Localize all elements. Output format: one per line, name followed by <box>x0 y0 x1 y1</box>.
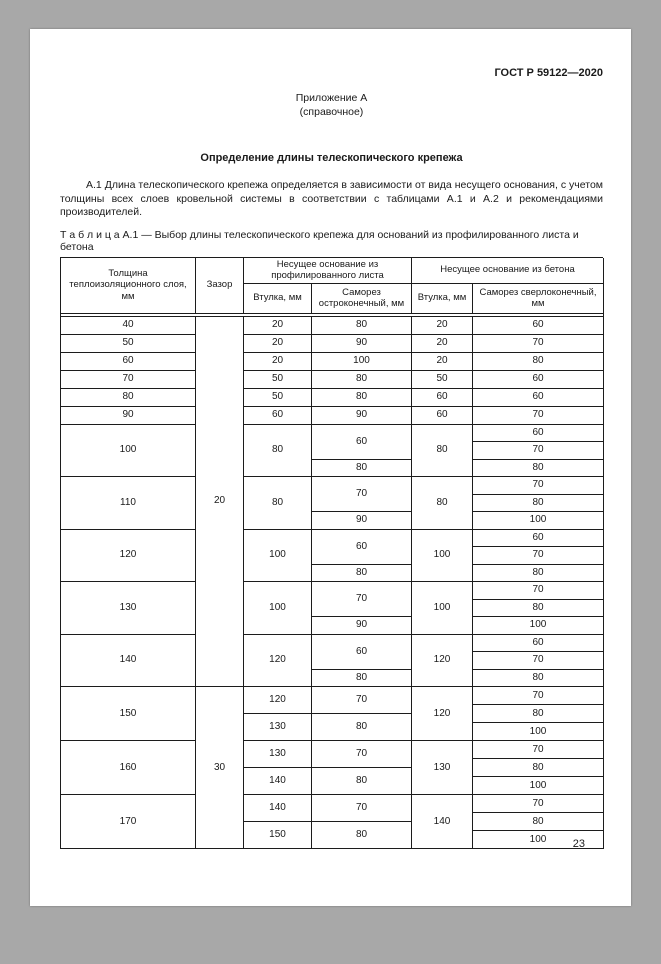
section-title: Определение длины телескопического крепежа <box>200 152 463 165</box>
table-cell: 60 <box>473 389 604 407</box>
table-cell: 80 <box>312 460 412 478</box>
table-cell: 100 <box>244 582 312 635</box>
table-cell: 70 <box>473 442 604 460</box>
table-cell: 20 <box>244 353 312 371</box>
table-cell: 70 <box>312 795 412 822</box>
table-cell: 80 <box>473 670 604 688</box>
table-header-cell: Зазор <box>196 258 244 314</box>
table-cell: 130 <box>244 714 312 741</box>
table-header-cell: Толщина теплоизоляционного слоя, мм <box>61 258 196 314</box>
table-cell: 70 <box>473 652 604 670</box>
table-cell: 60 <box>312 635 412 670</box>
table-cell: 70 <box>473 741 604 759</box>
table-cell: 20 <box>244 335 312 353</box>
table-cell: 100 <box>412 582 473 635</box>
table-cell: 90 <box>312 407 412 425</box>
table-cell: 130 <box>412 741 473 795</box>
table-header-cell: Саморез остроконечный, мм <box>312 284 412 314</box>
table-cell: 50 <box>61 335 196 353</box>
appendix-subtitle: (справочное) <box>299 105 364 118</box>
table-cell: 100 <box>473 831 604 849</box>
table-cell: 90 <box>312 335 412 353</box>
table-cell: 170 <box>61 795 196 849</box>
table-cell: 80 <box>312 670 412 688</box>
table-cell: 20 <box>196 317 244 688</box>
table-cell: 80 <box>412 477 473 530</box>
table-cell: 70 <box>312 687 412 714</box>
table-cell: 80 <box>412 425 473 478</box>
table-cell: 120 <box>61 530 196 583</box>
table-cell: 90 <box>312 512 412 530</box>
page <box>30 29 631 906</box>
table-cell: 70 <box>312 741 412 768</box>
table-cell: 160 <box>61 741 196 795</box>
table-cell: 70 <box>473 547 604 565</box>
table-cell: 50 <box>412 371 473 389</box>
table-cell: 30 <box>196 687 244 849</box>
table-cell: 80 <box>473 353 604 371</box>
table-cell: 90 <box>61 407 196 425</box>
table-cell: 50 <box>244 371 312 389</box>
table-cell: 80 <box>312 714 412 741</box>
table-cell: 130 <box>61 582 196 635</box>
table-cell: 60 <box>473 425 604 443</box>
table-cell: 80 <box>61 389 196 407</box>
table-cell: 70 <box>473 795 604 813</box>
table-cell: 50 <box>244 389 312 407</box>
table-cell: 70 <box>473 407 604 425</box>
document-canvas <box>0 29 661 964</box>
table-cell: 120 <box>244 687 312 714</box>
table-cell: 100 <box>473 512 604 530</box>
table-cell: 70 <box>473 477 604 495</box>
table-cell: 80 <box>312 317 412 335</box>
table-cell: 80 <box>312 389 412 407</box>
table-cell: 80 <box>473 705 604 723</box>
table-header-cell: Саморез сверлоконечный, мм <box>473 284 604 314</box>
table-cell: 70 <box>473 582 604 600</box>
table-cell: 60 <box>412 389 473 407</box>
table-cell: 40 <box>61 317 196 335</box>
table-cell: 100 <box>412 530 473 583</box>
table-cell: 80 <box>312 822 412 849</box>
table-cell: 80 <box>244 425 312 478</box>
table-cell: 20 <box>412 317 473 335</box>
table-cell: 20 <box>412 335 473 353</box>
appendix-heading <box>60 92 603 119</box>
table-cell: 80 <box>473 600 604 618</box>
table-cell: 130 <box>244 741 312 768</box>
table-cell: 60 <box>473 635 604 653</box>
table-cell: 90 <box>312 617 412 635</box>
table-header-cell: Несущее основание из профилированного листа <box>244 258 412 284</box>
table-cell: 100 <box>473 617 604 635</box>
table-header-cell: Втулка, мм <box>412 284 473 314</box>
intro-paragraph: А.1 Длина телескопического крепежа определяется в зависимости от вида несущего основания, с учетом толщины всех слоев кровельной системы в соответствии с таблицами А.1 и А.2 и рекомендациями производителей. <box>60 179 603 219</box>
table-cell: 80 <box>473 565 604 583</box>
table-cell: 70 <box>61 371 196 389</box>
table-cell: 60 <box>412 407 473 425</box>
table-cell: 140 <box>244 795 312 822</box>
table-cell: 70 <box>312 477 412 512</box>
table-cell: 60 <box>473 317 604 335</box>
table-cell: 120 <box>244 635 312 688</box>
table-header-cell: Втулка, мм <box>244 284 312 314</box>
table-cell: 20 <box>244 317 312 335</box>
table-cell: 120 <box>412 687 473 741</box>
table-cell: 110 <box>61 477 196 530</box>
table-cell: 140 <box>412 795 473 849</box>
table-cell: 70 <box>312 582 412 617</box>
table-cell: 150 <box>244 822 312 849</box>
table-cell: 140 <box>244 768 312 795</box>
table-header-cell: Несущее основание из бетона <box>412 258 604 284</box>
table-cell: 60 <box>244 407 312 425</box>
table-cell: 70 <box>473 335 604 353</box>
table-cell: 80 <box>473 495 604 513</box>
table-cell: 140 <box>61 635 196 688</box>
table-cell: 80 <box>312 371 412 389</box>
fastener-table <box>60 257 603 850</box>
table-cell: 80 <box>473 759 604 777</box>
table-cell: 60 <box>312 530 412 565</box>
table-cell: 80 <box>312 768 412 795</box>
table-cell: 150 <box>61 687 196 741</box>
table-cell: 80 <box>473 460 604 478</box>
table-caption: Т а б л и ц а А.1 — Выбор длины телескопического крепежа для оснований из профилированного листа и бетона <box>60 228 579 253</box>
table-cell: 120 <box>412 635 473 688</box>
table-cell: 80 <box>473 813 604 831</box>
page-number: 23 <box>572 838 585 850</box>
table-cell: 100 <box>473 777 604 795</box>
table-cell: 80 <box>312 565 412 583</box>
table-cell: 100 <box>244 530 312 583</box>
table-cell: 20 <box>412 353 473 371</box>
doc-reference: ГОСТ Р 59122—2020 <box>494 67 603 79</box>
table-cell: 70 <box>473 687 604 705</box>
table-cell: 60 <box>473 371 604 389</box>
table-cell: 60 <box>473 530 604 548</box>
table-cell: 60 <box>61 353 196 371</box>
table-cell: 100 <box>312 353 412 371</box>
appendix-title: Приложение А <box>295 92 368 104</box>
table-cell: 60 <box>312 425 412 460</box>
table-cell: 80 <box>244 477 312 530</box>
table-cell: 100 <box>473 723 604 741</box>
table-cell: 100 <box>61 425 196 478</box>
